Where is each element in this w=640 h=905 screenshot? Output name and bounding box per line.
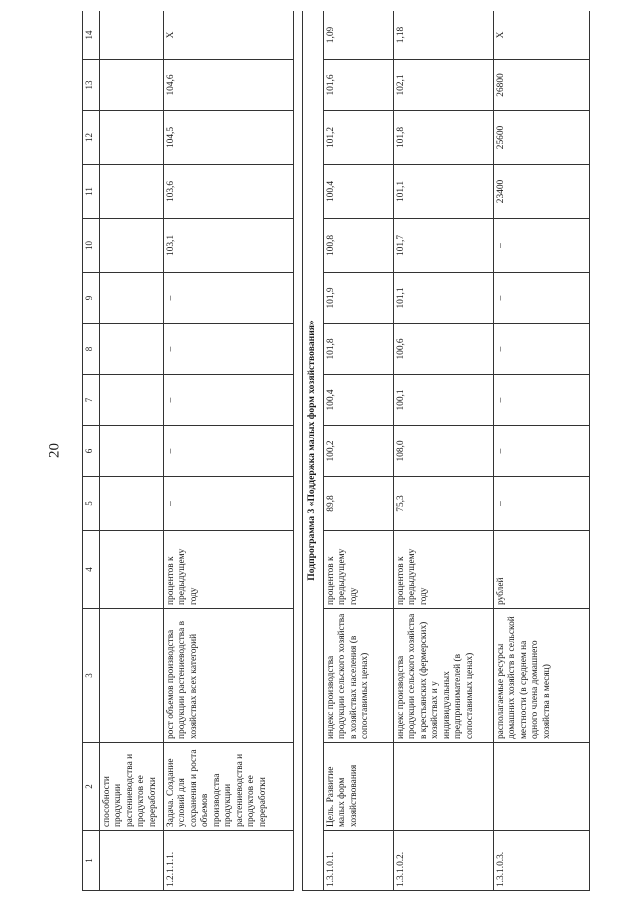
value-cell	[100, 477, 164, 531]
col-header-12: 12	[83, 111, 100, 165]
value-cell: –	[494, 426, 590, 477]
value-cell: 101,2	[324, 111, 394, 165]
col-header-2: 2	[83, 743, 100, 831]
indicators-table	[82, 11, 590, 891]
value-cell: –	[494, 375, 590, 426]
value-cell: 101,1	[394, 165, 494, 219]
value-cell	[100, 60, 164, 111]
value-cell: 23400	[494, 165, 590, 219]
table-row	[100, 11, 164, 891]
col-header-14: 14	[83, 11, 100, 60]
value-cell: 101,7	[394, 219, 494, 273]
subprogram-title: Подпрограмма 3 «Поддержка малых форм хозяйствования»	[303, 11, 324, 891]
value-cell: –	[164, 273, 294, 324]
value-cell: 75,3	[394, 477, 494, 531]
value-cell	[100, 111, 164, 165]
value-cell: 103,1	[164, 219, 294, 273]
value-cell: –	[164, 477, 294, 531]
value-cell: 26800	[494, 60, 590, 111]
col-header-6: 6	[83, 426, 100, 477]
value-cell: –	[494, 273, 590, 324]
row-goal	[394, 743, 494, 831]
value-cell	[100, 375, 164, 426]
row-indicator	[100, 609, 164, 743]
row-unit: процентов к предыдущему году	[394, 531, 494, 609]
col-header-11: 11	[83, 165, 100, 219]
row-goal: Задача. Создание условий для сохранения и роста объемов производства продукции растениеводства и продуктов ее переработки	[164, 743, 294, 831]
table-row	[394, 11, 494, 891]
rotated-table-container	[82, 11, 624, 891]
column-number-row	[83, 11, 100, 891]
table-row	[324, 11, 394, 891]
value-cell: 100,4	[324, 375, 394, 426]
row-indicator: индекс производства продукции сельского хозяйства в хозяйствах населения (в сопоставимых ценах)	[324, 609, 394, 743]
value-cell: 108,0	[394, 426, 494, 477]
row-indicator: рост объемов производства продукции растениеводства в хозяйствах всех категорий	[164, 609, 294, 743]
value-cell: –	[494, 477, 590, 531]
row-unit: рублей	[494, 531, 590, 609]
value-cell: 100,1	[394, 375, 494, 426]
row-unit	[100, 531, 164, 609]
row-code	[100, 831, 164, 891]
row-code: 1.3.1.0.3.	[494, 831, 590, 891]
value-cell: 25600	[494, 111, 590, 165]
col-header-9: 9	[83, 273, 100, 324]
col-header-8: 8	[83, 324, 100, 375]
row-code: 1.2.1.1.1.	[164, 831, 294, 891]
col-header-7: 7	[83, 375, 100, 426]
row-unit: процентов к предыдущему году	[164, 531, 294, 609]
col-header-5: 5	[83, 477, 100, 531]
value-cell: 101,1	[394, 273, 494, 324]
col-header-13: 13	[83, 60, 100, 111]
value-cell: 100,2	[324, 426, 394, 477]
value-cell: Х	[164, 11, 294, 60]
col-header-4: 4	[83, 531, 100, 609]
row-goal	[494, 743, 590, 831]
value-cell: 100,8	[324, 219, 394, 273]
value-cell: –	[494, 219, 590, 273]
row-indicator: индекс производства продукции сельского хозяйства в крестьянских (фермерских) хозяйствах и у индивидуальных предпринимателей (в сопоставимых ценах)	[394, 609, 494, 743]
spacer-row	[294, 11, 303, 891]
row-code: 1.3.1.0.1.	[324, 831, 394, 891]
col-header-3: 3	[83, 609, 100, 743]
value-cell: 104,6	[164, 60, 294, 111]
value-cell	[100, 426, 164, 477]
row-indicator: располагаемые ресурсы домашних хозяйств в сельской местности (в среднем на одного члена домашнего хозяйства в месяц)	[494, 609, 590, 743]
value-cell: 100,4	[324, 165, 394, 219]
value-cell	[100, 273, 164, 324]
value-cell: 100,6	[394, 324, 494, 375]
value-cell: 1,18	[394, 11, 494, 60]
value-cell: 101,6	[324, 60, 394, 111]
value-cell	[100, 219, 164, 273]
row-goal: способности продукции растениеводства и продуктов ее переработки	[100, 743, 164, 831]
value-cell: 101,9	[324, 273, 394, 324]
value-cell: Х	[494, 11, 590, 60]
value-cell: 102,1	[394, 60, 494, 111]
row-goal: Цель. Развитие малых форм хозяйствования	[324, 743, 394, 831]
col-header-1: 1	[83, 831, 100, 891]
table-row	[494, 11, 590, 891]
row-unit: процентов к предыдущему году	[324, 531, 394, 609]
subprogram-row	[303, 11, 324, 891]
page-number: 20	[46, 443, 63, 458]
value-cell: 101,8	[324, 324, 394, 375]
value-cell: –	[164, 375, 294, 426]
value-cell	[100, 324, 164, 375]
value-cell: 1,09	[324, 11, 394, 60]
value-cell: 101,8	[394, 111, 494, 165]
table-row	[164, 11, 294, 891]
value-cell: 89,8	[324, 477, 394, 531]
value-cell: 104,5	[164, 111, 294, 165]
col-header-10: 10	[83, 219, 100, 273]
document-sheet	[82, 11, 624, 891]
value-cell: 103,6	[164, 165, 294, 219]
value-cell: –	[164, 324, 294, 375]
row-code: 1.3.1.0.2.	[394, 831, 494, 891]
value-cell: –	[494, 324, 590, 375]
value-cell: –	[164, 426, 294, 477]
value-cell	[100, 11, 164, 60]
value-cell	[100, 165, 164, 219]
